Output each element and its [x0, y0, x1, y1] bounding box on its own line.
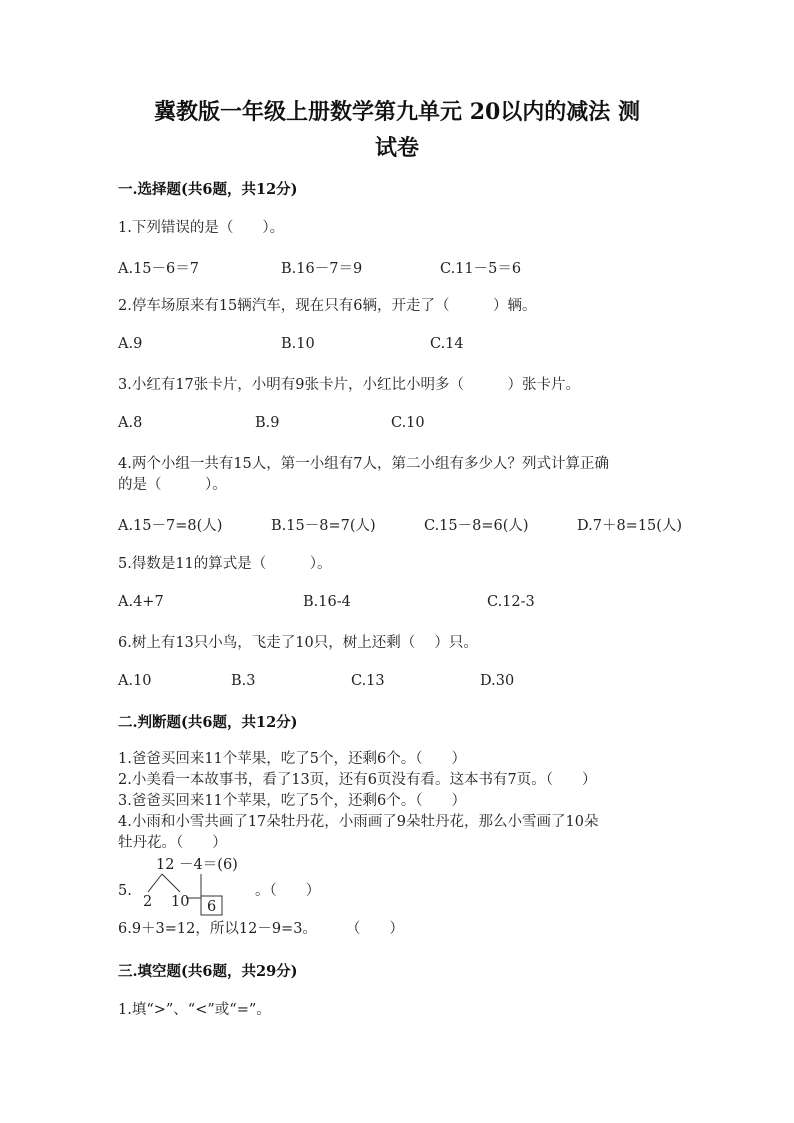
judgment-1: 1.爸爸买回来11个苹果，吃了5个，还剩6个。（ ） — [118, 751, 466, 767]
question-1: 1.下列错误的是（ ）。 — [118, 220, 285, 236]
title-line-1: 冀教版一年级上册数学第九单元 20以内的减法 测 — [154, 99, 640, 125]
q1-option-c: C.11－5＝6 — [440, 261, 522, 277]
question-3: 3.小红有17张卡片，小明有9张卡片，小红比小明多（ ）张卡片。 — [118, 377, 581, 393]
q6-option-c: C.13 — [351, 673, 385, 689]
question-4-line-2: 的是（ ）。 — [118, 477, 227, 493]
diagram-branch-right — [162, 874, 180, 892]
q1-option-a: A.15－6＝7 — [118, 261, 199, 277]
q2-option-b: B.10 — [281, 336, 315, 352]
decomposition-diagram — [140, 852, 240, 918]
judgment-4-line-2: 牡丹花。（ ） — [118, 835, 227, 851]
question-6: 6.树上有13只小鸟，飞走了10只，树上还剩（ ）只。 — [118, 635, 478, 651]
judgment-6: 6.9＋3=12，所以12－9=3。 （ ） — [118, 921, 404, 937]
diagram-right-number: 10 — [171, 894, 190, 910]
q3-option-c: C.10 — [391, 415, 425, 431]
q5-option-b: B.16-4 — [303, 594, 351, 610]
question-4-line-1: 4.两个小组一共有15人，第一小组有7人，第二小组有多少人？列式计算正确 — [118, 456, 610, 472]
q4-option-a: A.15－7=8(人) — [118, 518, 223, 534]
q6-option-a: A.10 — [118, 673, 152, 689]
q3-option-a: A.8 — [118, 415, 143, 431]
diagram-branch-left — [148, 874, 162, 892]
page-title — [100, 94, 694, 166]
q1-option-b: B.16－7＝9 — [281, 261, 363, 277]
q2-option-a: A.9 — [118, 336, 143, 352]
judgment-4-line-1: 4.小雨和小雪共画了17朵牡丹花，小雨画了9朵牡丹花，那么小雪画了10朵 — [118, 814, 599, 830]
section-heading-fill: 三.填空题(共6题，共29分) — [118, 963, 298, 980]
fill-question-1: 1.填“>”、“<”或“=”。 — [118, 1002, 271, 1018]
judgment-3: 3.爸爸买回来11个苹果，吃了5个，还剩6个。（ ） — [118, 793, 466, 809]
title-line-2: 试卷 — [374, 135, 419, 161]
q4-option-b: B.15－8=7(人) — [271, 518, 376, 534]
q5-option-c: C.12-3 — [487, 594, 535, 610]
q5-option-a: A.4+7 — [118, 594, 164, 610]
judgment-5-tail: 。（ ） — [255, 883, 321, 899]
diagram-left-number: 2 — [143, 894, 153, 910]
judgment-5-label: 5. — [118, 883, 132, 899]
question-2: 2.停车场原来有15辆汽车，现在只有6辆，开走了（ ）辆。 — [118, 298, 537, 314]
question-5: 5.得数是11的算式是（ ）。 — [118, 556, 332, 572]
judgment-2: 2.小美看一本故事书，看了13页，还有6页没有看。这本书有7页。（ ） — [118, 772, 597, 788]
section-heading-judgment: 二.判断题(共6题，共12分) — [118, 714, 298, 731]
q3-option-b: B.9 — [255, 415, 280, 431]
q6-option-d: D.30 — [480, 673, 515, 689]
section-heading-choice: 一.选择题(共6题，共12分) — [118, 181, 298, 198]
q2-option-c: C.14 — [430, 336, 464, 352]
diagram-box-number: 6 — [207, 899, 217, 915]
q4-option-d: D.7＋8=15(人) — [577, 518, 683, 534]
q4-option-c: C.15－8=6(人) — [424, 518, 529, 534]
q6-option-b: B.3 — [231, 673, 256, 689]
diagram-expression: 12 －4＝(6) — [156, 857, 238, 873]
